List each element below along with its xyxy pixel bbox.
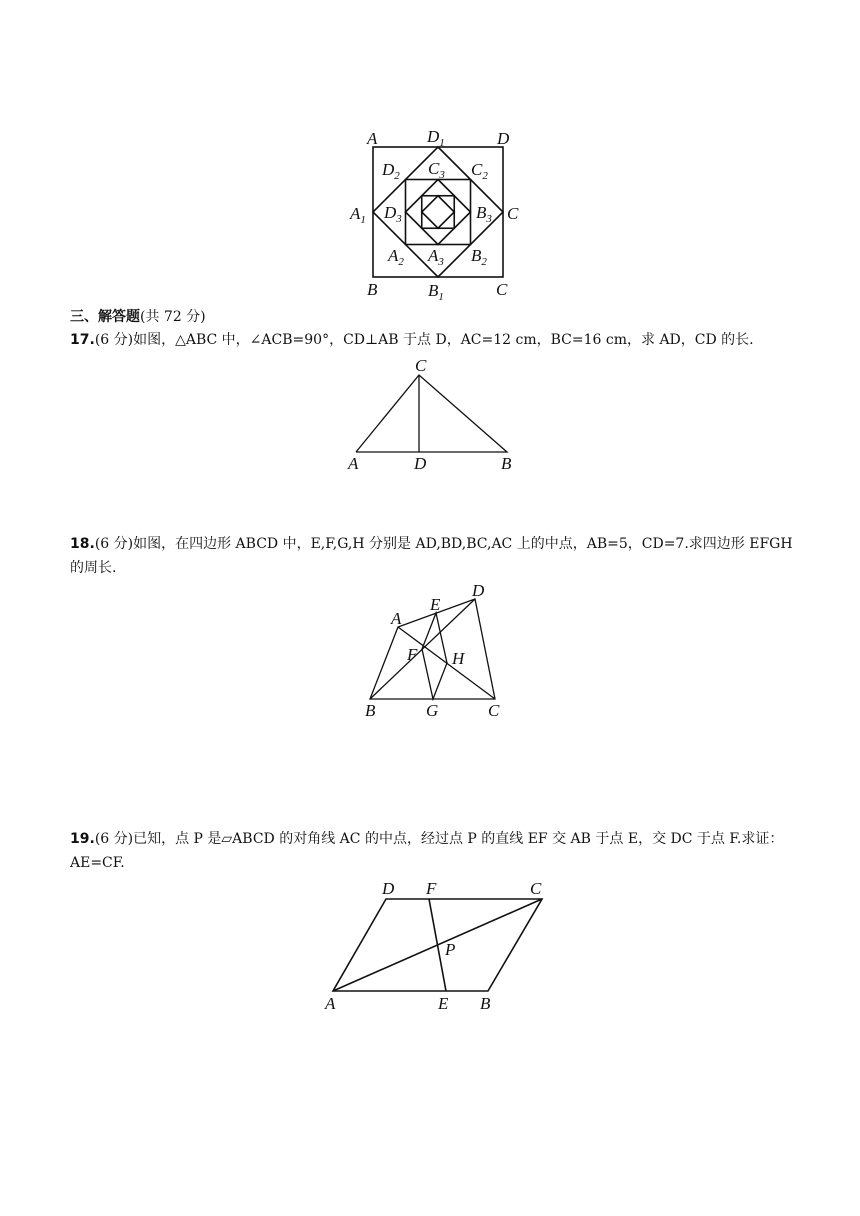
q17-line1: (6 分)如图，△ABC 中，∠ACB=90°，CD⊥AB 于点 D，AC=12 cm，BC=16 cm，求 AD，CD 的长. <box>94 332 754 348</box>
section-note: (共 72 分) <box>140 309 206 325</box>
label-C: C <box>496 280 508 299</box>
label-D: D <box>414 454 427 473</box>
label-D2: $D_2$ <box>382 160 400 182</box>
label-A: A <box>391 609 402 628</box>
label-A3: $A_3$ <box>428 246 444 268</box>
label-C1: C <box>507 204 519 223</box>
label-D: D <box>497 129 510 148</box>
label-B: B <box>365 701 376 720</box>
quadrilateral-EFGH <box>422 613 447 699</box>
q19-line1: (6 分)已知，点 P 是▱ABCD 的对角线 AC 的中点，经过点 P 的直线 EF 交 AB 于点 E，交 DC 于点 F.求证： <box>94 831 784 847</box>
label-A2: $A_2$ <box>388 246 404 268</box>
square-4 <box>422 196 455 229</box>
label-D1: $D_1$ <box>427 127 445 149</box>
label-E: E <box>430 595 441 614</box>
quadrilateral-ABCD <box>370 599 495 699</box>
q18-quadrilateral-figure <box>355 582 515 722</box>
label-A: A <box>367 129 378 148</box>
label-C: C <box>415 356 427 375</box>
label-C2: $C_2$ <box>471 160 488 182</box>
label-E: E <box>438 994 449 1013</box>
label-A1: $A_1$ <box>350 204 366 226</box>
line-EF <box>429 899 446 991</box>
q19-text <box>70 827 783 851</box>
q18-number: 18. <box>70 536 95 552</box>
q19-text-line2: AE=CF. <box>70 855 125 871</box>
section-heading <box>70 305 206 329</box>
label-C: C <box>530 879 542 898</box>
square-A2B2C2D2 <box>406 180 471 245</box>
square-A3B3C3D3 <box>406 180 471 245</box>
label-B: B <box>501 454 512 473</box>
q17-triangle-figure <box>340 355 530 475</box>
q18-text-line2: 的周长. <box>70 560 117 576</box>
nested-squares-figure <box>340 122 540 304</box>
label-D3: $D_3$ <box>384 203 402 225</box>
label-C: C <box>488 701 500 720</box>
label-B: B <box>480 994 491 1013</box>
q19-number: 19. <box>70 831 95 847</box>
label-B2: $B_2$ <box>471 246 487 268</box>
label-F: F <box>407 645 418 664</box>
label-P: P <box>445 940 456 959</box>
q17-number: 17. <box>70 332 95 348</box>
label-B1: $B_1$ <box>428 281 444 303</box>
label-D: D <box>382 879 395 898</box>
label-C3: $C_3$ <box>428 159 445 181</box>
section-title: 三、解答题 <box>70 309 140 325</box>
label-G: G <box>426 701 439 720</box>
label-F: F <box>426 879 437 898</box>
q18-text <box>70 532 793 556</box>
label-B: B <box>367 280 378 299</box>
square-5 <box>422 196 455 229</box>
q19-parallelogram-figure <box>320 872 560 1017</box>
triangle-ABC <box>356 375 507 452</box>
label-A: A <box>325 994 336 1013</box>
label-H: H <box>452 649 465 668</box>
q18-line1: (6 分)如图，在四边形 ABCD 中，E,F,G,H 分别是 AD,BD,BC,AC 上的中点，AB=5，CD=7.求四边形 EFGH <box>94 536 793 552</box>
label-A: A <box>348 454 359 473</box>
q17-text <box>70 328 754 352</box>
label-B3: $B_3$ <box>476 203 492 225</box>
label-D: D <box>472 582 485 600</box>
